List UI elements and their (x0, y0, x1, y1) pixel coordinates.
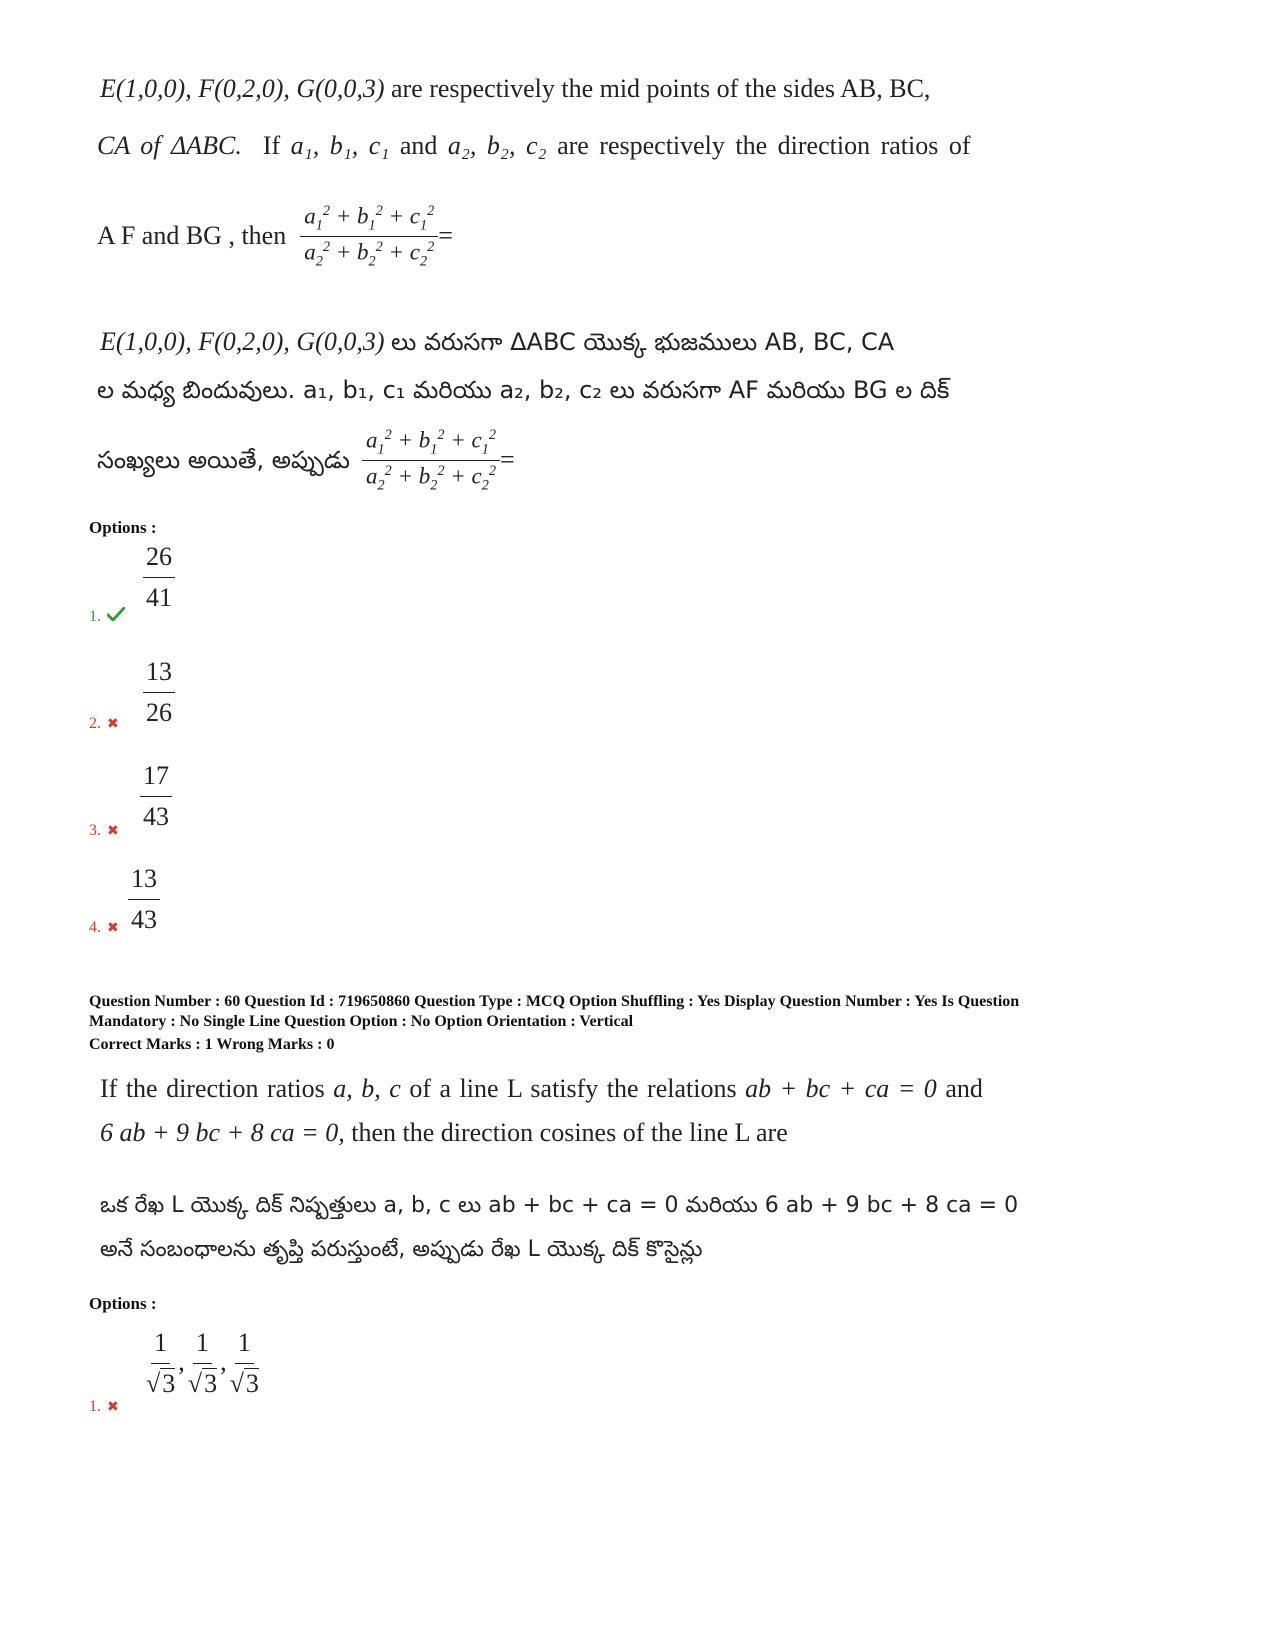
q59-option2[interactable] (89, 715, 119, 733)
q59-options-label: Options : (89, 518, 157, 537)
q60-frac-c-den: √3 (229, 1369, 259, 1398)
q59-and: and (399, 131, 438, 160)
q59-ratio-fraction: $\frac{a_1^2 + b_1^2 + c_1^2}{a_2^2 + b_2^2 + c_2^2}$ (300, 204, 438, 268)
q59-te-line1 (100, 329, 894, 355)
q60-option1-number: 1. (89, 1398, 101, 1415)
q59-option3-number: 3. (89, 822, 101, 839)
q59-set2: a₂, b₂, c₂ (447, 131, 547, 160)
q60-option1-frac-a (143, 1328, 178, 1399)
q60-meta-line1: Question Number : 60 Question Id : 719650860 Question Type : MCQ Option Shuffling : Yes Display Question Number : Yes Is Question (89, 993, 1020, 1010)
q60-te-line2: అనే సంబంధాలను తృప్తి పరుస్తుంటే, అప్పుడు రేఖ L యొక్క దిక్ కొసైన్లు (100, 1237, 703, 1262)
q59-option4-den: 43 (131, 905, 157, 934)
q60-frac-a-num: 1 (151, 1328, 170, 1364)
q60-frac-b-radicand: 3 (204, 1369, 218, 1398)
q60-en-line1-b: of a line L satisfy the relations (409, 1074, 737, 1103)
q59-te-line1-rest: లు వరుసగా ΔABC యొక్క భుజములు AB, BC, CA (391, 328, 895, 356)
q59-te-points: E(1,0,0), F(0,2,0), G(0,0,3) (100, 327, 385, 356)
q60-meta-line2: Mandatory : No Single Line Question Option : No Option Orientation : Vertical (89, 1013, 634, 1030)
q60-en-line1-a: If the direction ratios (100, 1074, 325, 1103)
q60-frac-c-radicand: 3 (245, 1369, 259, 1398)
q59-te-equals: = (499, 445, 515, 475)
q59-en-line1-rest: are respectively the mid points of the sides AB, BC, (391, 74, 931, 103)
q60-en-line2 (100, 1120, 788, 1146)
comma: , (178, 1347, 185, 1376)
q60-frac-a-radicand: 3 (162, 1369, 176, 1398)
q59-en-line2-rest: are respectively the direction ratios of (557, 131, 971, 160)
q59-option1-den: 41 (146, 583, 172, 612)
q60-te-line1: ఒక రేఖ L యొక్క దిక్ నిష్పత్తులు a, b, c లు ab + bc + ca = 0 మరియు 6 ab + 9 bc + 8 ca = 0 (100, 1193, 1019, 1218)
q59-triangle: CA of ΔABC. (97, 131, 242, 160)
q59-te-ratio-fraction: $\frac{a_1^2 + b_1^2 + c_1^2}{a_2^2 + b_2^2 + c_2^2}$ (362, 428, 500, 492)
q59-equals: = (438, 221, 453, 251)
q59-option4-num: 13 (128, 864, 160, 900)
q59-option3-num: 17 (140, 761, 172, 797)
q59-te-line2: ల మధ్య బిందువులు. a₁, b₁, c₁ మరియు a₂, b₂, c₂ లు వరుసగా AF మరియు BG ల దిక్ (97, 376, 950, 404)
q59-option3-den: 43 (143, 802, 169, 831)
q59-if: If (262, 131, 281, 160)
check-icon (107, 607, 125, 621)
q59-option4-fraction (128, 864, 160, 935)
q60-option1-fractions (143, 1328, 262, 1399)
q60-option1-frac-b (185, 1328, 220, 1399)
q60-frac-b-num: 1 (193, 1328, 212, 1364)
q59-te-line3 (97, 428, 515, 492)
q60-marks: Correct Marks : 1 Wrong Marks : 0 (89, 1036, 335, 1053)
cross-icon: ✖ (107, 1400, 119, 1415)
q59-en-line3 (97, 204, 453, 268)
q59-te-line3-text: సంఖ్యలు అయితే, అప్పుడు (97, 446, 350, 475)
q60-option1[interactable] (89, 1398, 119, 1416)
comma: , (220, 1347, 227, 1376)
q60-frac-c-num: 1 (235, 1328, 254, 1364)
q59-option3[interactable] (89, 822, 119, 840)
q60-options-label: Options : (89, 1294, 157, 1313)
q60-en-line1 (100, 1076, 983, 1102)
cross-icon: ✖ (107, 921, 119, 936)
q60-frac-b-den: √3 (187, 1369, 218, 1398)
q59-points: E(1,0,0), F(0,2,0), G(0,0,3) (100, 74, 385, 103)
q59-option2-fraction (143, 657, 175, 728)
q59-en-line1 (100, 76, 930, 102)
q60-and: and (945, 1074, 983, 1103)
q60-equation: 6 ab + 9 bc + 8 ca = 0, (100, 1118, 345, 1147)
q59-en-line3-text: A F and BG , then (97, 221, 287, 251)
q60-option1-frac-c (227, 1328, 262, 1399)
q60-relation: ab + bc + ca = 0 (745, 1074, 937, 1103)
q59-set1: a₁, b₁, c₁ (290, 131, 390, 160)
q59-option2-num: 13 (143, 657, 175, 693)
q59-option1-number: 1. (89, 608, 101, 625)
q59-option4-number: 4. (89, 919, 101, 936)
q59-option4[interactable] (89, 919, 119, 937)
q59-option2-number: 2. (89, 715, 101, 732)
q59-option1[interactable] (89, 607, 125, 626)
cross-icon: ✖ (107, 824, 119, 839)
q59-option1-num: 26 (143, 542, 175, 578)
q60-frac-a-den: √3 (146, 1369, 176, 1398)
q59-option1-fraction (143, 542, 175, 613)
q59-option3-fraction (140, 761, 172, 832)
q60-vars: a, b, c (333, 1074, 401, 1103)
cross-icon: ✖ (107, 717, 119, 732)
q59-en-line2 (97, 133, 971, 159)
q60-en-line2-rest: then the direction cosines of the line L are (351, 1118, 788, 1147)
q59-option2-den: 26 (146, 698, 172, 727)
